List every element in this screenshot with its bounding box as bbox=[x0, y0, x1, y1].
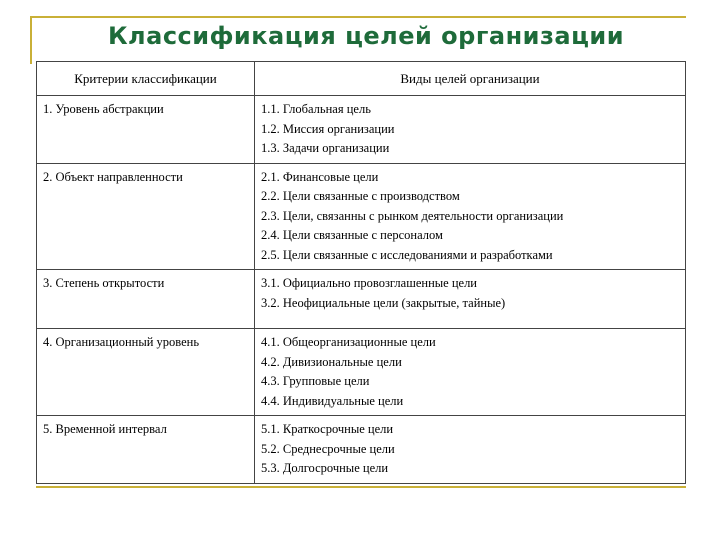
goal-item: 2.2. Цели связанные с производством bbox=[261, 189, 460, 203]
criterion-text: 4. Организационный уровень bbox=[43, 335, 200, 349]
criterion-text: 1. Уровень абстракции bbox=[43, 102, 164, 116]
criterion-text: 2. Объект направленности bbox=[43, 169, 183, 184]
table-row bbox=[37, 270, 686, 329]
slide-title: Классификация целей организации bbox=[107, 22, 625, 50]
goal-item: 4.4. Индивидуальные цели bbox=[261, 393, 404, 408]
table-row bbox=[37, 416, 686, 484]
goal-item: 1.2. Миссия организации bbox=[261, 121, 395, 136]
header-criteria: Критерии классификации bbox=[37, 62, 255, 96]
goal-item: 5.1. Краткосрочные цели bbox=[261, 422, 394, 436]
goal-item: 5.3. Долгосрочные цели bbox=[261, 461, 389, 475]
header-goal-types: Виды целей организации bbox=[255, 62, 686, 96]
table-row bbox=[37, 163, 686, 270]
decorative-frame-left-line bbox=[30, 16, 32, 64]
goal-item: 3.2. Неофициальные цели (закрытые, тайные) bbox=[261, 295, 506, 310]
goal-item: 4.2. Дивизиональные цели bbox=[261, 354, 402, 369]
criterion-text: 5. Временной интервал bbox=[43, 422, 167, 436]
table-row bbox=[37, 96, 686, 164]
goals-cell bbox=[255, 96, 686, 164]
goal-item: 2.1. Финансовые цели bbox=[261, 169, 379, 184]
goals-cell bbox=[255, 163, 686, 270]
goal-item: 1.3. Задачи организации bbox=[261, 141, 390, 155]
goal-item: 3.1. Официально провозглашенные цели bbox=[261, 276, 477, 290]
goals-cell bbox=[255, 270, 686, 329]
goal-item: 4.1. Общеорганизационные цели bbox=[261, 335, 436, 349]
goals-classification-table bbox=[36, 61, 686, 484]
goal-item: 2.4. Цели связанные с персоналом bbox=[261, 228, 443, 242]
goal-item: 4.3. Групповые цели bbox=[261, 374, 370, 388]
criterion-cell bbox=[37, 96, 255, 164]
goals-cell bbox=[255, 329, 686, 416]
goal-item: 2.3. Цели, связанны с рынком деятельности организации bbox=[261, 208, 564, 223]
criterion-cell bbox=[37, 329, 255, 416]
goal-item: 2.5. Цели связанные с исследованиями и разработками bbox=[261, 247, 553, 262]
goal-item: 5.2. Среднесрочные цели bbox=[261, 441, 395, 456]
table-row bbox=[37, 329, 686, 416]
decorative-frame-bottom-line bbox=[36, 486, 686, 488]
goals-cell bbox=[255, 416, 686, 484]
criterion-cell bbox=[37, 270, 255, 329]
criterion-text: 3. Степень открытости bbox=[43, 276, 165, 290]
goal-item: 1.1. Глобальная цель bbox=[261, 102, 371, 116]
criterion-cell bbox=[37, 163, 255, 270]
table-header-row bbox=[37, 62, 686, 96]
decorative-frame-top-line bbox=[30, 16, 686, 18]
criterion-cell bbox=[37, 416, 255, 484]
